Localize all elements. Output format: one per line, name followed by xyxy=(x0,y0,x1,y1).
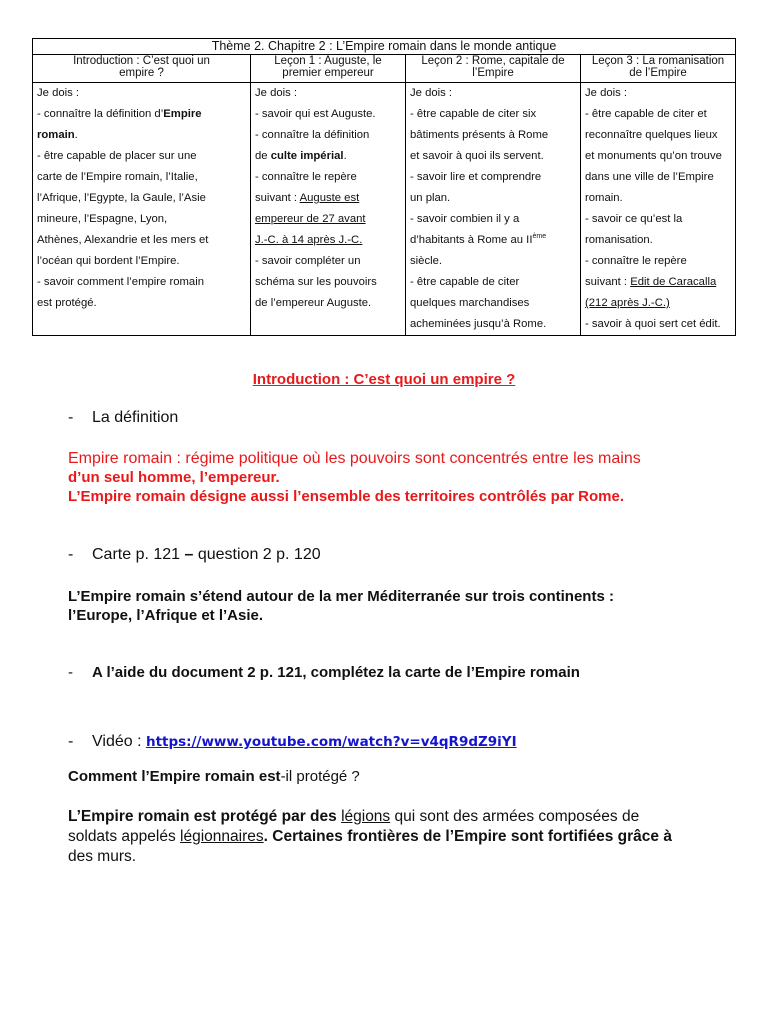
objective-line: suivant : Auguste est xyxy=(255,192,360,204)
column-header-lecon-2: Leçon 2 : Rome, capitale de l’Empire xyxy=(406,55,581,83)
objective-line: romanisation. xyxy=(585,234,653,246)
objective-line: romain. xyxy=(37,129,78,141)
objective-line: - être capable de citer xyxy=(410,276,520,288)
objective-line: Athènes, Alexandrie et les mers et xyxy=(37,234,209,246)
objective-line: reconnaître quelques lieux xyxy=(585,129,718,141)
objective-line: un plan. xyxy=(410,192,451,204)
objective-line: mineure, l’Espagne, Lyon, xyxy=(37,213,168,225)
objective-line: Je dois : xyxy=(585,87,628,99)
column-header-lecon-3: Leçon 3 : La romanisation de l’Empire xyxy=(581,55,736,83)
objective-line: empereur de 27 avant xyxy=(255,213,366,225)
objective-line: - connaître la définition xyxy=(255,129,370,141)
bullet-carte: - Carte p. 121 – question 2 p. 120 xyxy=(68,546,321,563)
objective-line: - savoir qui est Auguste. xyxy=(255,108,376,120)
objective-line: - être capable de placer sur une xyxy=(37,150,197,162)
objective-line: bâtiments présents à Rome xyxy=(410,129,549,141)
objective-line: Je dois : xyxy=(410,87,453,99)
video-link[interactable]: https://www.youtube.com/watch?v=v4qR9dZ9iYI xyxy=(145,734,517,750)
definition-text: Empire romain : régime politique où les pouvoirs sont concentrés entre les mains d’un seul homme, l’empereur. L’Empire romain désigne aussi l’ensemble des territoires contrôlés par Rome. xyxy=(68,450,641,505)
objective-line: - savoir lire et comprendre xyxy=(410,171,542,183)
objective-line: schéma sur les pouvoirs xyxy=(255,276,377,288)
objective-line: est protégé. xyxy=(37,297,97,309)
section-heading: Introduction : C’est quoi un empire ? xyxy=(252,371,516,388)
objective-line: - savoir à quoi sert cet édit. xyxy=(585,318,721,330)
objective-line: et savoir à quoi ils servent. xyxy=(410,150,544,162)
bullet-complete-map: - A l’aide du document 2 p. 121, complétez la carte de l’Empire romain xyxy=(68,664,580,681)
objective-line: siècle. xyxy=(410,255,443,267)
objective-line: quelques marchandises xyxy=(410,297,530,309)
objective-line: - être capable de citer six xyxy=(410,108,537,120)
objective-line: - savoir combien il y a xyxy=(410,213,520,225)
objective-line: acheminées jusqu’à Rome. xyxy=(410,318,547,330)
objective-line: - être capable de citer et xyxy=(585,108,707,120)
theme-title: Thème 2. Chapitre 2 : L’Empire romain dans le monde antique xyxy=(33,39,736,55)
column-header-lecon-1: Leçon 1 : Auguste, le premier empereur xyxy=(251,55,406,83)
objective-line: - connaître le repère xyxy=(585,255,687,267)
objective-line: - savoir compléter un xyxy=(255,255,361,267)
bullet-definition: - La définition xyxy=(68,409,179,426)
protection-question: Comment l’Empire romain est-il protégé ? xyxy=(68,768,360,785)
objective-line: carte de l’Empire romain, l’Italie, xyxy=(37,171,198,183)
protection-answer: L’Empire romain est protégé par des légions qui sont des armées composées de soldats appelés légionnaires. Certaines frontières de l’Empire sont fortifiées grâce à des murs. xyxy=(68,808,672,865)
objective-line: et monuments qu’on trouve xyxy=(585,150,722,162)
objective-line: dans une ville de l’Empire xyxy=(585,171,714,183)
objective-line: J.-C. à 14 après J.-C. xyxy=(255,234,363,246)
continents-text: L’Empire romain s’étend autour de la mer Méditerranée sur trois continents : l’Europe, l’Afrique et l’Asie. xyxy=(68,588,614,624)
chapter-plan-table xyxy=(32,38,736,336)
objectives-lecon-2 xyxy=(406,83,581,336)
objective-line: de l’empereur Auguste. xyxy=(255,297,372,309)
objective-line: (212 après J.-C.) xyxy=(585,297,670,309)
objective-line: - connaître la définition d’Empire xyxy=(37,108,202,120)
objective-line: romain. xyxy=(585,192,623,204)
objective-line: - connaître le repère xyxy=(255,171,357,183)
objective-line: de culte impérial. xyxy=(255,150,347,162)
objective-line: l’Afrique, l’Egypte, la Gaule, l’Asie xyxy=(37,192,206,204)
objectives-introduction xyxy=(33,83,251,336)
objective-line: Je dois : xyxy=(255,87,298,99)
objective-line: d’habitants à Rome au IIème xyxy=(410,233,547,246)
objective-line: l’océan qui bordent l’Empire. xyxy=(37,255,180,267)
objective-line: suivant : Edit de Caracalla xyxy=(585,276,717,288)
objective-line: - savoir ce qu’est la xyxy=(585,213,683,225)
bullet-video: - Vidéo : https://www.youtube.com/watch?v=v4qR9dZ9iYI xyxy=(68,733,517,750)
objective-line: Je dois : xyxy=(37,87,80,99)
objective-line: - savoir comment l’empire romain xyxy=(37,276,204,288)
column-header-introduction: Introduction : C’est quoi un empire ? xyxy=(33,55,251,83)
objectives-lecon-1 xyxy=(251,83,406,336)
objectives-lecon-3 xyxy=(581,83,736,336)
